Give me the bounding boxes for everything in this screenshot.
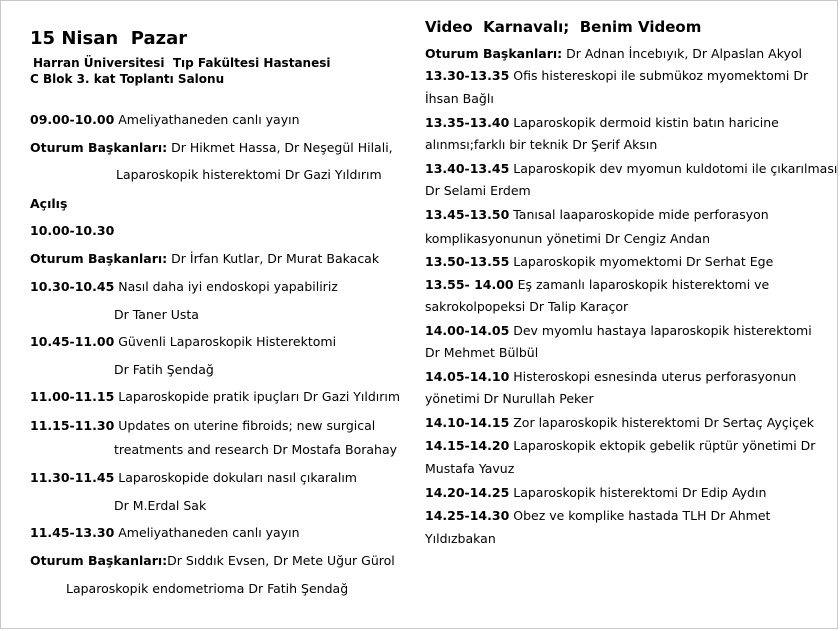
line-text: Dr Adnan İncebıyık, Dr Alpaslan Akyol	[562, 46, 803, 61]
program-line	[425, 68, 808, 84]
line-text: Laparoskopide pratik ipuçları Dr Gazi Yıldırım	[114, 389, 401, 404]
day-title: 15 Nisan Pazar	[30, 28, 188, 49]
program-line	[30, 389, 400, 405]
section-title: Video Karnavalı; Benim Videom	[425, 18, 702, 36]
line-time: Oturum Başkanları:	[30, 251, 168, 266]
line-text: Laparoskopik histerektomi Dr Edip Aydın	[509, 485, 767, 500]
program-line	[30, 553, 395, 569]
program-line	[425, 485, 766, 501]
line-text: Güvenli Laparoskopik Histerektomi	[114, 334, 337, 349]
program-line	[425, 207, 769, 223]
line-time: 11.30-11.45	[30, 470, 115, 485]
line-time: 13.40-13.45	[425, 161, 510, 176]
program-line	[116, 167, 382, 183]
line-text: Laparoskopik ektopik gebelik rüptür yönetimi Dr	[509, 438, 816, 453]
line-text: Histeroskopi esnesinda uterus perforasyonun	[509, 369, 797, 384]
program-line	[425, 183, 531, 199]
program-line	[425, 231, 710, 247]
program-line	[425, 369, 796, 385]
program-line	[425, 391, 594, 407]
program-line	[425, 46, 802, 62]
program-line	[425, 115, 779, 131]
line-text: Nasıl daha iyi endoskopi yapabiliriz	[114, 279, 338, 294]
program-line	[30, 279, 338, 295]
line-time: 13.50-13.55	[425, 254, 510, 269]
venue-line-1: Harran Üniversitesi Tıp Fakültesi Hastanesi	[33, 56, 331, 70]
line-text: Dr Taner Usta	[114, 307, 199, 322]
program-line	[425, 323, 812, 339]
program-line	[425, 91, 494, 107]
line-text: yönetimi Dr Nurullah Peker	[425, 391, 594, 406]
line-text: Laparoskopik dev myomun kuldotomi ile çıkarılması	[509, 161, 838, 176]
line-time: Oturum Başkanları:	[425, 46, 563, 61]
line-text: Dev myomlu hastaya laparoskopik histerektomi	[509, 323, 812, 338]
program-line	[425, 438, 815, 454]
line-time: 11.45-13.30	[30, 525, 115, 540]
line-time: 13.30-13.35	[425, 68, 510, 83]
line-text: Dr M.Erdal Sak	[114, 498, 207, 513]
program-line	[114, 362, 214, 378]
line-text: Laparoskopide dokuları nasıl çıkaralım	[114, 470, 357, 485]
line-text: komplikasyonunun yönetimi Dr Cengiz Andan	[425, 231, 710, 246]
line-text: Ofis histereskopi ile submükoz myomektomi Dr	[509, 68, 809, 83]
program-line	[30, 525, 300, 541]
line-time: 13.35-13.40	[425, 115, 510, 130]
line-text: Ameliyathaneden canlı yayın	[114, 112, 300, 127]
line-time: 10.00-10.30	[30, 223, 115, 238]
line-text: Dr Fatih Şendağ	[114, 362, 214, 377]
line-text: Obez ve komplike hastada TLH Dr Ahmet	[509, 508, 771, 523]
line-text: Dr İrfan Kutlar, Dr Murat Bakacak	[167, 251, 380, 266]
line-time: 14.10-14.15	[425, 415, 510, 430]
line-text: Zor laparoskopik histerektomi Dr Sertaç Ayçiçek	[509, 415, 814, 430]
program-line	[425, 161, 837, 177]
program-line	[425, 415, 814, 431]
line-text: Dr Selami Erdem	[425, 183, 531, 198]
program-line	[30, 418, 375, 434]
line-text: Laparoskopik myomektomi Dr Serhat Ege	[509, 254, 774, 269]
program-line	[425, 508, 770, 524]
line-time: 10.30-10.45	[30, 279, 115, 294]
program-line	[425, 531, 496, 547]
program-line	[30, 196, 67, 212]
line-time: 14.00-14.05	[425, 323, 510, 338]
line-time: 14.15-14.20	[425, 438, 510, 453]
program-line	[114, 307, 199, 323]
line-time: Oturum Başkanları:	[30, 553, 168, 568]
program-line	[30, 140, 393, 156]
line-text: Yıldızbakan	[425, 531, 496, 546]
program-line	[30, 112, 300, 128]
program-line	[425, 299, 628, 315]
line-text: İhsan Bağlı	[425, 91, 494, 106]
program-line	[30, 470, 357, 486]
line-time: 14.05-14.10	[425, 369, 510, 384]
line-text: treatments and research Dr Mostafa Borahay	[114, 442, 398, 457]
line-text: Updates on uterine fibroids; new surgical	[114, 418, 376, 433]
line-text: Dr Sıddık Evsen, Dr Mete Uğur Gürol	[167, 553, 395, 568]
program-line	[114, 442, 397, 458]
line-text: Mustafa Yavuz	[425, 461, 515, 476]
line-time: 10.45-11.00	[30, 334, 115, 349]
line-time: 11.15-11.30	[30, 418, 115, 433]
program-line	[114, 498, 206, 514]
line-time: Oturum Başkanları:	[30, 140, 168, 155]
venue-line-2: C Blok 3. kat Toplantı Salonu	[30, 72, 225, 86]
line-text: sakrokolpopeksi Dr Talip Karaçor	[425, 299, 629, 314]
line-text: Dr Hikmet Hassa, Dr Neşegül Hilali,	[167, 140, 393, 155]
line-time: 13.45-13.50	[425, 207, 510, 222]
line-text: Laparoskopik endometrioma Dr Fatih Şendağ	[66, 581, 349, 596]
program-line	[425, 461, 514, 477]
line-text: Tanısal laaparoskopide mide perforasyon	[509, 207, 769, 222]
program-line	[30, 334, 336, 350]
line-time: 14.25-14.30	[425, 508, 510, 523]
line-time: 13.55- 14.00	[425, 277, 514, 292]
program-line	[425, 277, 769, 293]
program-line	[425, 254, 773, 270]
program-line	[66, 581, 348, 597]
line-time: Açılış	[30, 196, 68, 211]
line-text: Laparoskopik histerektomi Dr Gazi Yıldırım	[116, 167, 382, 182]
line-time: 09.00-10.00	[30, 112, 115, 127]
program-line	[30, 251, 379, 267]
program-line	[425, 137, 657, 153]
line-time: 14.20-14.25	[425, 485, 510, 500]
line-text: Eş zamanlı laparoskopik histerektomi ve	[513, 277, 770, 292]
program-line	[30, 223, 114, 239]
line-text: Dr Mehmet Bülbül	[425, 345, 539, 360]
line-time: 11.00-11.15	[30, 389, 115, 404]
program-line	[425, 345, 538, 361]
line-text: Laparoskopik dermoid kistin batın haricine	[509, 115, 779, 130]
line-text: Ameliyathaneden canlı yayın	[114, 525, 300, 540]
line-text: alınmsı;farklı bir teknik Dr Şerif Aksın	[425, 137, 658, 152]
